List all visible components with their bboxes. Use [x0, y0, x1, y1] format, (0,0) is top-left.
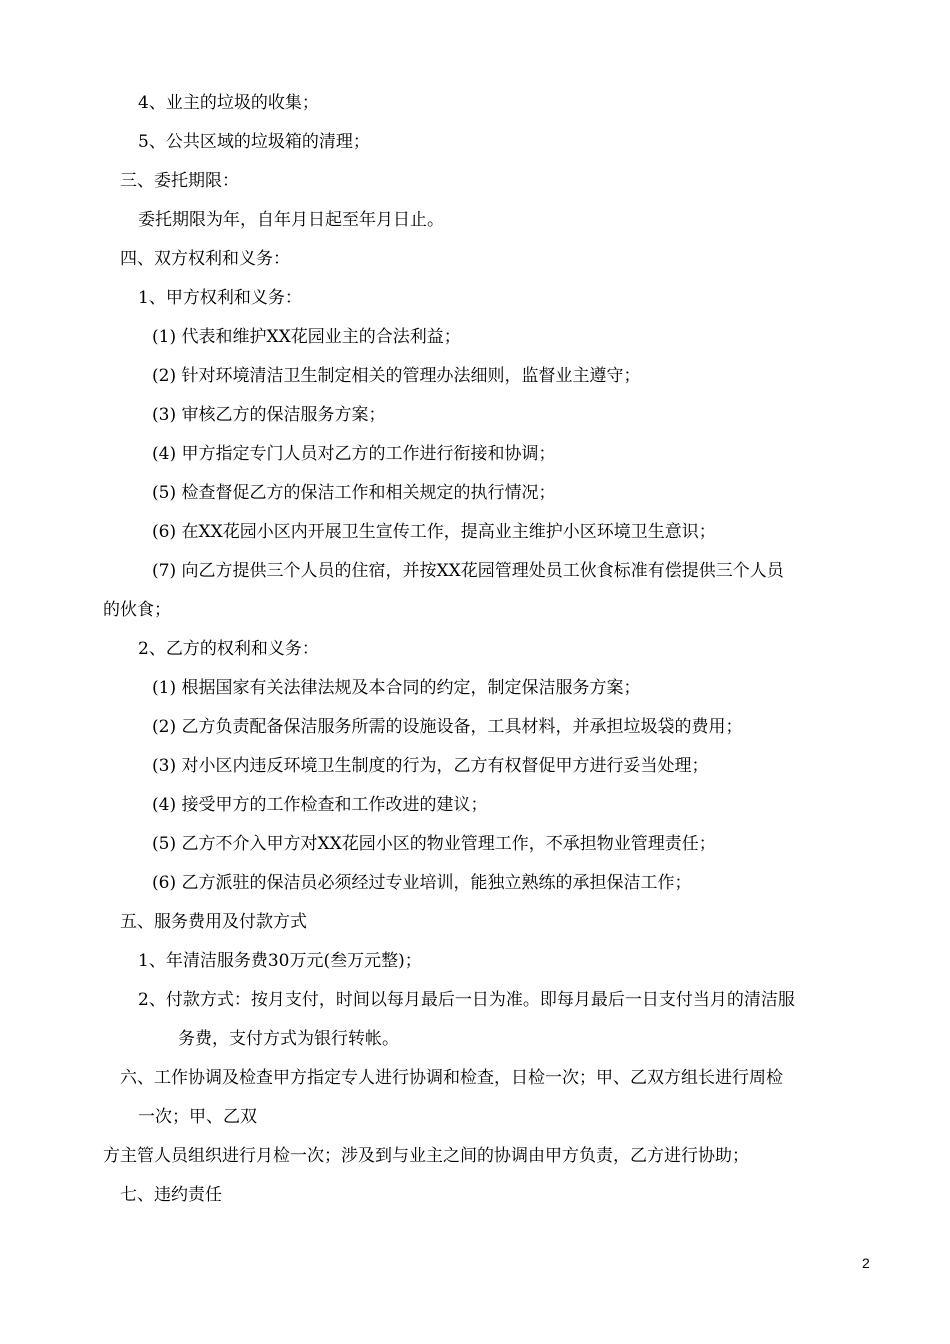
continuation-line: 务费，支付方式为银行转帐。 — [178, 1029, 399, 1049]
section-heading: 六、工作协调及检查甲方指定专人进行协调和检查，日检一次；甲、乙双方组长进行周检 — [120, 1068, 783, 1088]
list-item: 4、业主的垃圾的收集； — [138, 93, 319, 113]
section-heading: 七、违约责任 — [120, 1185, 222, 1205]
sub-item: (1) 代表和维护XX花园业主的合法利益； — [152, 327, 461, 347]
continuation-line: 方主管人员组织进行月检一次；涉及到与业主之间的协调由甲方负责，乙方进行协助； — [103, 1146, 749, 1166]
list-item: 5、公共区域的垃圾箱的清理； — [138, 132, 370, 152]
sub-item: (4) 接受甲方的工作检查和工作改进的建议； — [152, 795, 488, 815]
sub-item: (5) 检查督促乙方的保洁工作和相关规定的执行情况； — [152, 483, 556, 503]
continuation-line: 的伙食； — [103, 600, 171, 620]
sub-item: (6) 在XX花园小区内开展卫生宣传工作，提高业主维护小区环境卫生意识； — [152, 522, 716, 542]
sub-item: (3) 对小区内违反环境卫生制度的行为，乙方有权督促甲方进行妥当处理； — [152, 756, 709, 776]
list-item: 2、付款方式：按月支付，时间以每月最后一日为准。即每月最后一日支付当月的清洁服 — [138, 990, 795, 1010]
sub-item: (7) 向乙方提供三个人员的住宿，并按XX花园管理处员工伙食标准有偿提供三个人员 — [152, 561, 784, 581]
list-item: 1、年清洁服务费30万元(叁万元整)； — [138, 951, 422, 971]
sub-item: (2) 针对环境清洁卫生制定相关的管理办法细则，监督业主遵守； — [152, 366, 641, 386]
sub-item: (2) 乙方负责配备保洁服务所需的设施设备，工具材料，并承担垃圾袋的费用； — [152, 717, 743, 737]
sub-item: (5) 乙方不介入甲方对XX花园小区的物业管理工作，不承担物业管理责任； — [152, 834, 716, 854]
sub-item: (4) 甲方指定专门人员对乙方的工作进行衔接和协调； — [152, 444, 556, 464]
list-item: 2、乙方的权利和义务： — [138, 639, 319, 659]
continuation-line: 一次；甲、乙双 — [138, 1107, 257, 1127]
section-heading: 四、双方权利和义务： — [120, 249, 290, 269]
paragraph: 委托期限为年，自年月日起至年月日止。 — [138, 210, 444, 230]
sub-item: (3) 审核乙方的保洁服务方案； — [152, 405, 386, 425]
section-heading: 三、委托期限： — [120, 171, 239, 191]
sub-item: (6) 乙方派驻的保洁员必须经过专业培训，能独立熟练的承担保洁工作； — [152, 873, 692, 893]
sub-item: (1) 根据国家有关法律法规及本合同的约定，制定保洁服务方案； — [152, 678, 641, 698]
section-heading: 五、服务费用及付款方式 — [120, 912, 307, 932]
list-item: 1、甲方权利和义务： — [138, 288, 302, 308]
page-number: 2 — [862, 1255, 870, 1271]
